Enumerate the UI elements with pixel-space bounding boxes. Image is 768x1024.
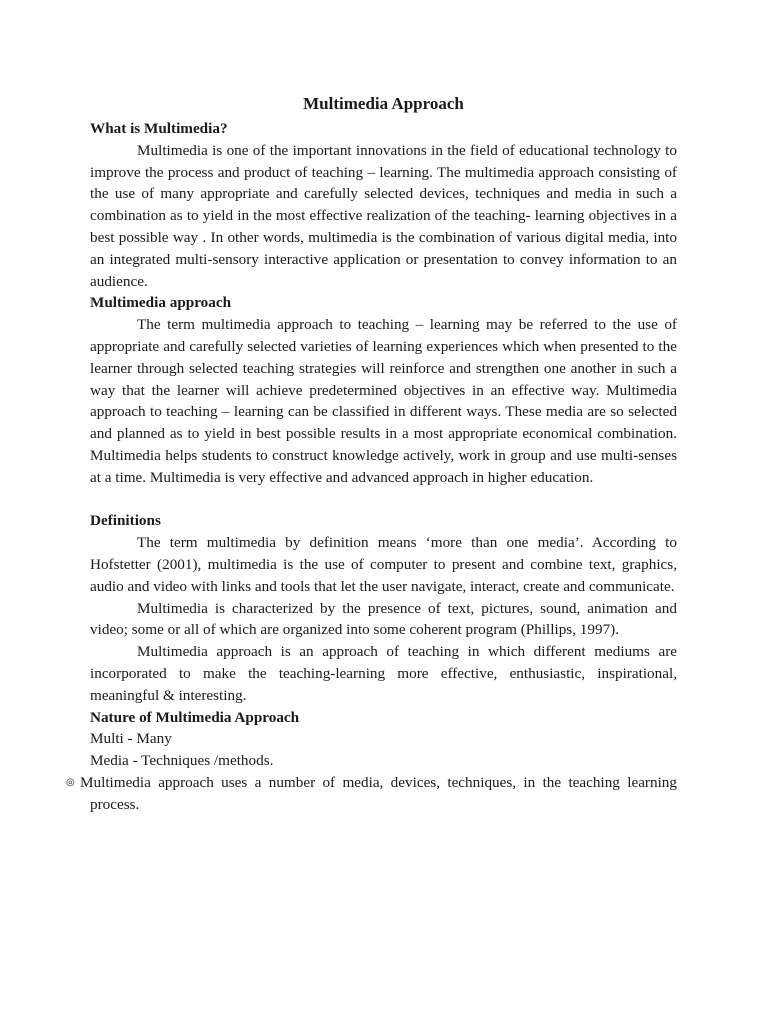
section-heading-nature: Nature of Multimedia Approach — [90, 708, 300, 726]
document-page — [66, 92, 677, 816]
section-heading-what-is-multimedia: What is Multimedia? — [90, 120, 228, 137]
paragraph-what-is-multimedia: Multimedia is one of the important innovations in the field of educational technology to improve the process and product of teaching – learning. The multimedia approach consisting of the use of many appropriate and carefully selected devices, techniques and media in such a combination as to yield in the most effective realization of the teaching- learning objectives in a best possible way . In other words, multimedia is the combination of various digital media, into an integrated multi-sensory interactive application or presentation to convey information to an audience. — [90, 141, 677, 290]
bullet-icon: ◎ — [66, 776, 75, 788]
section-heading-definitions: Definitions — [90, 512, 161, 530]
paragraph-definition-phillips: Multimedia is characterized by the presence of text, pictures, sound, animation and video; some or all of which are organized into some coherent program (Phillips, 1997). — [90, 599, 677, 639]
list-item — [66, 772, 677, 816]
section-heading-multimedia-approach: Multimedia approach — [90, 294, 232, 312]
blank-line — [90, 489, 677, 511]
bullet-text: Multimedia approach uses a number of media, devices, techniques, in the teaching learning process. — [80, 773, 677, 813]
paragraph-multimedia-approach: The term multimedia approach to teaching – learning may be referred to the use of appropriate and carefully selected varieties of learning experiences which when presented to the learner through selected teaching strategies will reinforce and strengthen one another in such a way that the learner will achieve predetermined objectives in an effective way. Multimedia approach to teaching – learning can be classified in different ways. These media are so selected and planned as to yield in best possible results in a most appropriate economical combination. Multimedia helps students to construct knowledge actively, work in group and use multi-senses at a time. Multimedia is very effective and advanced approach in higher education. — [90, 316, 677, 486]
nature-line-media: Media - Techniques /methods. — [90, 752, 274, 770]
document-title: Multimedia Approach — [303, 94, 464, 113]
paragraph-definition-approach: Multimedia approach is an approach of teaching in which different mediums are incorporated to make the teaching-learning more effective, enthusiastic, inspirational, meaningful & interesting. — [90, 643, 677, 704]
paragraph-definition-hofstetter: The term multimedia by definition means ‘more than one media’. According to Hofstetter (2001), multimedia is the use of computer to present and combine text, graphics, audio and video with links and tools that let the user navigate, interact, create and communicate. — [90, 534, 677, 595]
nature-line-multi: Multi - Many — [90, 730, 172, 748]
